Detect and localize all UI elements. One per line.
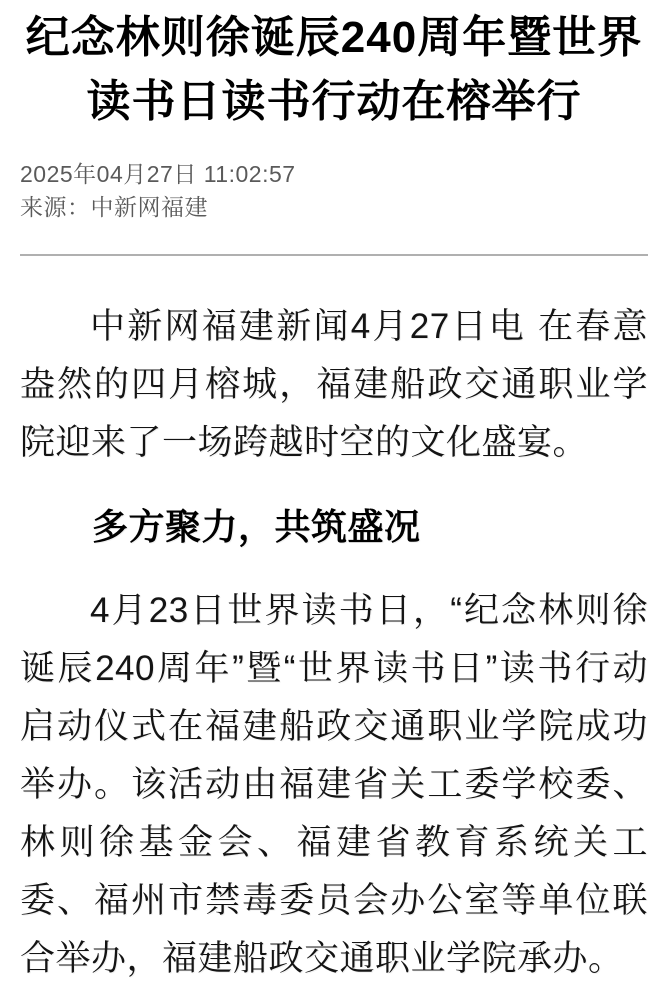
header-divider <box>20 254 648 256</box>
article-body <box>20 298 648 985</box>
source-label: 来源：中新网福建 <box>20 194 208 220</box>
article-title: 纪念林则徐诞辰240周年暨世界读书日读书行动在榕举行 <box>25 13 643 126</box>
article-meta <box>20 158 648 224</box>
section-subheading: 多方聚力，共筑盛况 <box>92 506 421 547</box>
publish-datetime: 2025年04月27日 11:02:57 <box>20 161 296 187</box>
paragraph-intro: 中新网福建新闻4月27日电 在春意盎然的四月榕城，福建船政交通职业学院迎来了一场跨越时空的文化盛宴。 <box>20 307 648 462</box>
paragraph-event-details: 4月23日世界读书日，“纪念林则徐诞辰240周年”暨“世界读书日”读书行动启动仪式在福建船政交通职业学院成功举办。该活动由福建省关工委学校委、林则徐基金会、福建省教育系统关工委、福州市禁毒委员会办公室等单位联合举办，福建船政交通职业学院承办。 <box>20 591 648 978</box>
